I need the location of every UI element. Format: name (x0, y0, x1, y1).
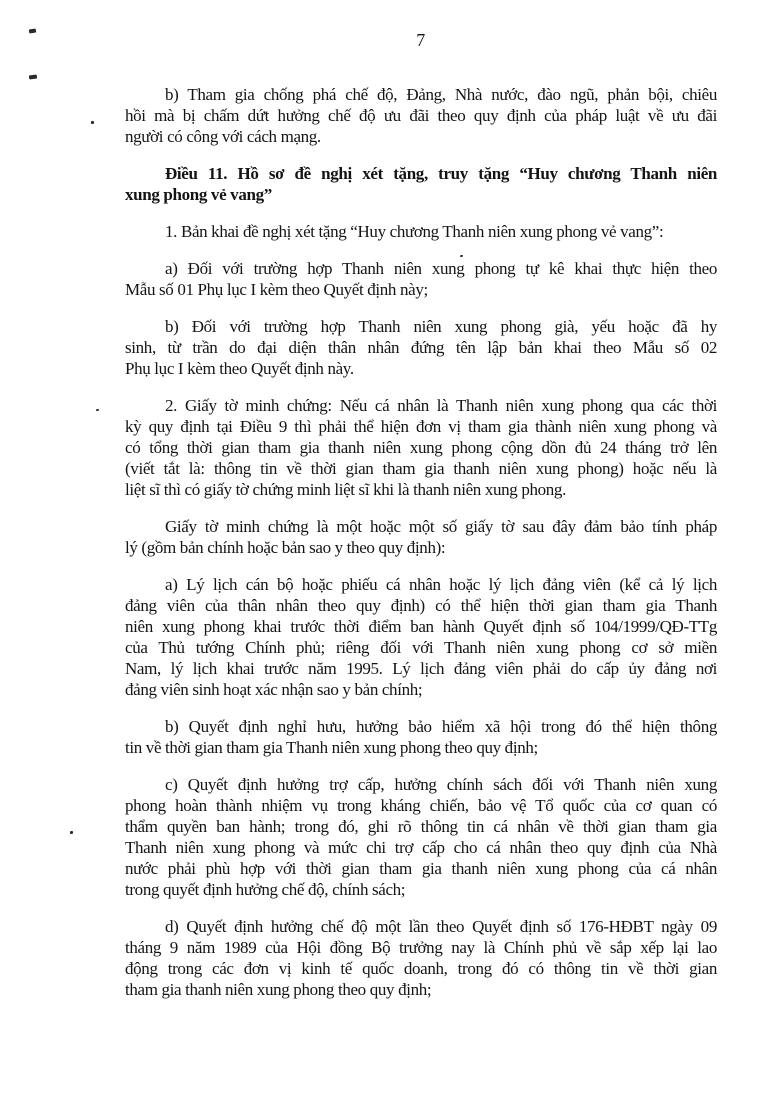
text-line: Nam, lý lịch khai trước năm 1995. Lý lịch đảng viên phải do cấp ủy đảng nơi (125, 659, 717, 678)
text-line: có tổng thời gian tham gia thanh niên xung phong cộng dồn đủ 24 tháng trở lên (125, 438, 717, 457)
clause-1-intro (125, 221, 717, 242)
clause-1-point-a (125, 258, 717, 300)
text-line: xung phong vẻ vang” (125, 185, 272, 204)
text-line: hồi mà bị chấm dứt hưởng chế độ ưu đãi theo quy định của pháp luật về ưu đãi (125, 106, 717, 125)
text-line: c) Quyết định hưởng trợ cấp, hưởng chính sách đối với Thanh niên xung (165, 775, 717, 794)
text-line: tin về thời gian tham gia Thanh niên xung phong theo quy định; (125, 738, 538, 757)
text-line: động trong các đơn vị kinh tế quốc doanh, trong đó có thông tin về thời gian (125, 959, 717, 978)
text-line: nước phải phù hợp với thời gian tham gia thanh niên xung phong của cá nhân (125, 859, 717, 878)
text-line: kỳ quy định tại Điều 9 thì phải thể hiện đơn vị tham gia thành niên xung phong và (125, 417, 717, 436)
text-line: 1. Bản khai đề nghị xét tặng “Huy chương Thanh niên xung phong vẻ vang”: (165, 222, 664, 241)
text-line: b) Tham gia chống phá chế độ, Đảng, Nhà nước, đào ngũ, phản bội, chiêu (165, 85, 717, 104)
text-line: Thanh niên xung phong và mức chi trợ cấp cho cá nhân theo quy định của Nhà (125, 838, 717, 857)
clause-2-point-b (125, 716, 717, 758)
text-line: Mẫu số 01 Phụ lục I kèm theo Quyết định này; (125, 280, 428, 299)
text-line: lý (gồm bản chính hoặc bản sao y theo quy định): (125, 538, 446, 557)
text-line: của Thủ tướng Chính phủ; riêng đối với Thanh niên xung phong cơ sở miền (125, 638, 717, 657)
paragraph-point-b-prev-article (125, 84, 717, 147)
text-line: 2. Giấy tờ minh chứng: Nếu cá nhân là Thanh niên xung phong qua các thời (165, 396, 717, 415)
document-body (125, 84, 717, 1000)
text-line: phong hoàn thành nhiệm vụ trong kháng chiến, bảo vệ Tổ quốc của cơ quan có (125, 796, 717, 815)
ink-speck (29, 74, 37, 79)
text-line: người có công với cách mạng. (125, 127, 321, 146)
text-line: thẩm quyền ban hành; trong đó, ghi rõ thông tin cá nhân về thời gian tham gia (125, 817, 717, 836)
text-line: (viết tắt là: thông tin về thời gian tham gia thanh niên xung phong) hoặc nếu là (125, 459, 717, 478)
text-line: đảng viên của thân nhân theo quy định) có thể hiện thời gian tham gia Thanh (125, 596, 717, 615)
text-line: b) Đối với trường hợp Thanh niên xung phong già, yếu hoặc đã hy (165, 317, 717, 336)
text-line: b) Quyết định nghỉ hưu, hưởng bảo hiểm xã hội trong đó thể hiện thông (165, 717, 717, 736)
text-line: a) Đối với trường hợp Thanh niên xung phong tự kê khai thực hiện theo (165, 259, 717, 278)
text-line: tham gia thanh niên xung phong theo quy định; (125, 980, 432, 999)
text-line: trong quyết định hưởng chế độ, chính sách; (125, 880, 406, 899)
clause-2-evidence-intro (125, 516, 717, 558)
text-line: sinh, từ trần do đại diện thân nhân đứng tên lập bản khai theo Mẫu số 02 (125, 338, 717, 357)
ink-speck (70, 831, 73, 834)
ink-speck (29, 29, 36, 34)
text-line: Phụ lục I kèm theo Quyết định này. (125, 359, 354, 378)
text-line: d) Quyết định hưởng chế độ một lần theo Quyết định số 176-HĐBT ngày 09 (165, 917, 717, 936)
article-11-heading (125, 163, 717, 205)
text-line: Giấy tờ minh chứng là một hoặc một số giấy tờ sau đây đảm bảo tính pháp (165, 517, 717, 536)
clause-2-point-a (125, 574, 717, 700)
page-number: 7 (416, 30, 426, 50)
clause-2-point-d (125, 916, 717, 1000)
clause-2-intro (125, 395, 717, 500)
clause-1-point-b (125, 316, 717, 379)
ink-speck (96, 409, 99, 411)
text-line: liệt sĩ thì có giấy tờ chứng minh liệt sĩ khi là thanh niên xung phong. (125, 480, 566, 499)
ink-speck (91, 121, 94, 124)
text-line: đảng viên sinh hoạt xác nhận sao y bản chính; (125, 680, 423, 699)
text-line: tháng 9 năm 1989 của Hội đồng Bộ trưởng nay là Chính phủ về sắp xếp lại lao (125, 938, 717, 957)
clause-2-point-c (125, 774, 717, 900)
text-line: niên xung phong khai trước thời điểm ban hành Quyết định số 104/1999/QĐ-TTg (125, 617, 717, 636)
text-line: a) Lý lịch cán bộ hoặc phiếu cá nhân hoặc lý lịch đảng viên (kể cả lý lịch (165, 575, 717, 594)
text-line: Điều 11. Hồ sơ đề nghị xét tặng, truy tặng “Huy chương Thanh niên (165, 164, 717, 183)
